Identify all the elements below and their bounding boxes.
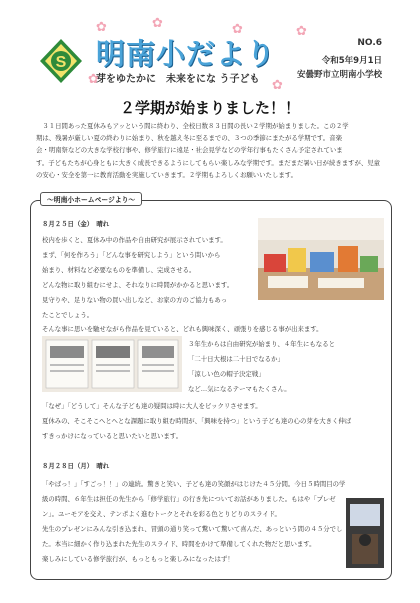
issue-number: NO.6 [357, 38, 382, 48]
entry-line: ３年生からは自由研究が始まり、４年生にもなると [188, 340, 335, 348]
presentation-photo [346, 498, 384, 568]
flower-icon: ✿ [152, 16, 163, 31]
flower-icon: ✿ [296, 24, 307, 39]
logo-letter: S [55, 54, 67, 71]
entry-line: たことでしょう。 [42, 311, 94, 319]
flower-icon: ✿ [88, 72, 99, 87]
entry-date: ８月２８日（月） 晴れ [42, 462, 110, 470]
flower-icon: ✿ [232, 22, 243, 37]
entry-line: 「二十日大根は二十日でなるか」 [188, 355, 284, 363]
research-sheets-photo [42, 336, 182, 392]
intro-line: 会・明南祭などの大きな学校行事や、修学旅行に遠足・社会見学などの学年行事もたくさん予定されていま [36, 146, 343, 155]
entry-line: 「なぜ」「どうして」そんな子ども達の疑問は時に大人をビックリさせます。 [42, 402, 262, 410]
exhibit-photo [258, 218, 384, 300]
headline: ２学期が始まりました！！ [119, 99, 300, 117]
entry-line: 始まり、材料など必要なものを準備し、完成させる。 [42, 266, 196, 274]
entry-line: 校内を歩くと、夏休み中の作品や自由研究が展示されています。 [42, 236, 227, 244]
entry-line: 見守りや、足りない物の買い出しなど、お家の方のご協力もあっ [42, 296, 228, 304]
entry-line: 「やばっ！」「すごっ！！」の連続。驚きと笑い、子ども達の笑顔がはじけた４５分間。今日５時間目の学 [42, 480, 346, 488]
intro-line: 期は、残暑が厳しい夏の終わりに始まり、秋を越え冬に至るまでの、３つの季節にまたがる学期です。音楽 [36, 134, 342, 143]
issue-date: 令和5年9月1日 [321, 56, 382, 66]
entry-line: 楽しみにしている修学旅行が、もっともっと楽しみになったはず！ [42, 555, 234, 563]
entry-line: どんな物に取り組むにせよ、それなりに時間がかかると思います。 [42, 281, 234, 289]
flower-icon: ✿ [272, 78, 283, 93]
entry-line: ン」。ユーモアを交え、テンポよく進むトークとそれを彩る色とりどりのスライド。 [42, 510, 281, 518]
flower-icon: ✿ [96, 20, 107, 35]
intro-paragraph [36, 120, 392, 181]
entry-line: 級の時間、６年生は担任の先生から「修学旅行」の行き先についてお話がありました。もはや「プレゼ [42, 495, 336, 503]
school-logo [38, 38, 84, 84]
entry-line: すきっかけになっていると思いたいと思います。 [42, 432, 183, 440]
entry-date: ８月２５日（金） 晴れ [42, 220, 110, 228]
school-name: 安曇野市立明南小学校 [296, 70, 382, 80]
entry-line: 「涼しい色の帽子決定戦」 [188, 370, 265, 378]
newsletter-title: 明南小だより [96, 37, 277, 71]
school-slogan: 芽をゆたかに 未来をにな う子ども [96, 74, 260, 85]
entry-line: まず、「何を作ろう」「どんな事を研究しよう」という問いから [42, 251, 221, 259]
entry-line: など…気になるテーマもたくさん。 [188, 385, 291, 393]
intro-line: ３１日間あった夏休みもアッという間に終わり、全校日数８３日間の長い２学期が始まりました。この２学 [36, 122, 349, 130]
entry-line: そんな事に思いを馳せながら作品を見ていると、どれも興味深く、頑張りを感じる事が出来ます。 [42, 325, 323, 333]
section-label: ～明南小ホームページより～ [40, 192, 142, 206]
entry-line: 夏休みの、そこそこへとへとな課題に取り組む時間が、「興味を持つ」という子ども達の心の芽を大きく伸ば [42, 417, 352, 425]
entry-line: た。本当に細かく作り込まれた先生のスライド、時間をかけて準備してくれた物だと思います。 [42, 540, 316, 548]
intro-line: の安心・安全を第一に教育活動を実施していきます。２学期もよろしくお願いいたします。 [36, 170, 297, 179]
entry-line: 先生のプレゼンにみんな引き込まれ、冒頭の通り笑って驚いて驚いて喜んだ、あっという間の４５分でし [42, 525, 343, 533]
intro-line: す。子どもたちが心身ともに大きく成長できるようにしてもらい楽しみな学期です。まだまだ暑い日が続きますが、児童 [36, 158, 381, 167]
